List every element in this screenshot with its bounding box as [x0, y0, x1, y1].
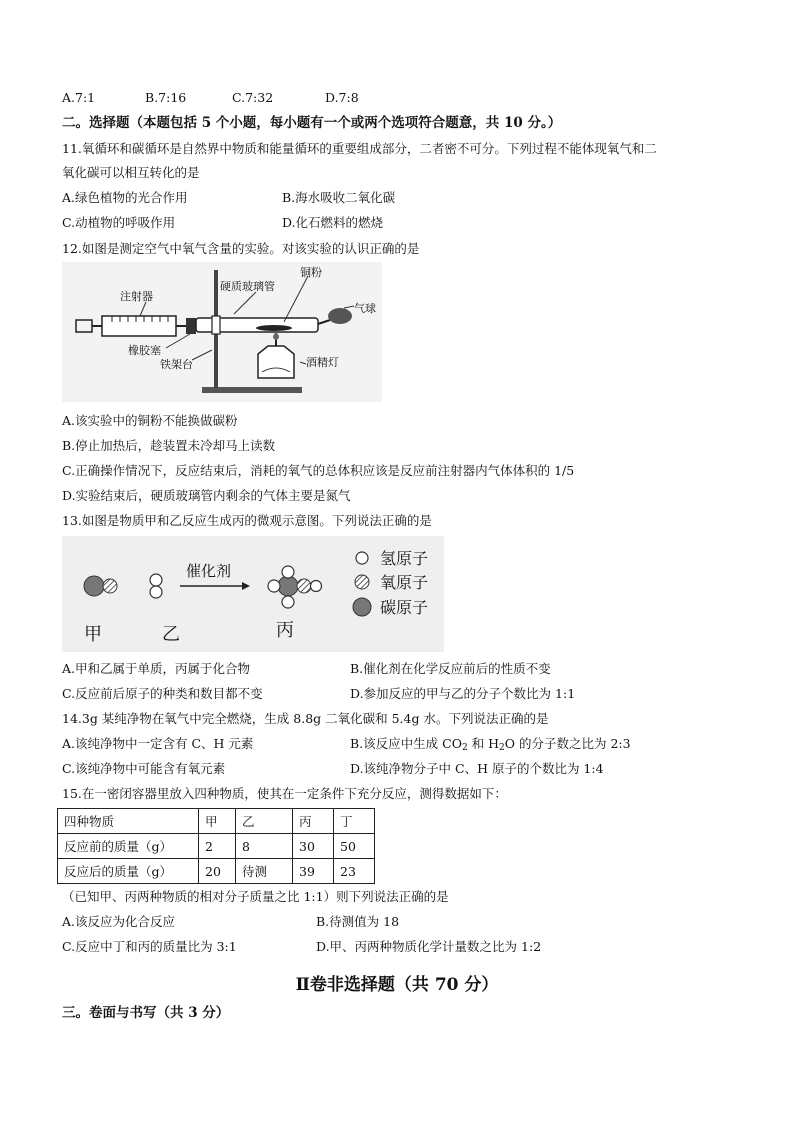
q15-stem: 15.在一密闭容器里放入四种物质，使其在一定条件下充分反应，测得数据如下： — [62, 786, 507, 801]
table-header-cell: 乙 — [236, 809, 293, 834]
table-cell: 39 — [293, 859, 334, 884]
legend-carbon: 碳原子 — [380, 598, 429, 617]
alcohol-lamp — [258, 346, 294, 378]
table-header-cell: 丁 — [334, 809, 375, 834]
legend-hydrogen: 氢原子 — [380, 549, 429, 568]
label-bing: 丙 — [276, 620, 294, 641]
table-cell: 反应前的质量（g） — [58, 834, 199, 859]
table-cell: 8 — [236, 834, 293, 859]
label-stopper: 橡胶塞 — [128, 344, 161, 357]
label-glass-tube: 硬质玻璃管 — [220, 280, 275, 293]
catalyst-label: 催化剂 — [186, 562, 232, 580]
table-header-cell: 甲 — [199, 809, 236, 834]
q13-stem: 13.如图是物质甲和乙反应生成丙的微观示意图。下列说法正确的是 — [62, 513, 432, 528]
q10-option-b: B.7:16 — [145, 90, 187, 105]
section3-heading: 三。卷面与书写（共 3 分） — [62, 1005, 230, 1021]
q14-option-d: D.该纯净物分子中 C、H 原子的个数比为 1:4 — [350, 761, 604, 776]
legend-oxygen-icon — [355, 575, 369, 589]
q10-option-d: D.7:8 — [325, 90, 359, 105]
label-jia: 甲 — [84, 624, 102, 645]
q12-option-b: B.停止加热后，趁装置未冷却马上读数 — [62, 438, 276, 453]
label-yi: 乙 — [162, 624, 180, 645]
q14-option-c: C.该纯净物中可能含有氧元素 — [62, 761, 226, 776]
syringe-barrel — [102, 316, 176, 336]
yi-hydrogen-atom — [150, 586, 162, 598]
q11-option-d: D.化石燃料的燃烧 — [282, 215, 384, 230]
q11-stem-line1: 11.氧循环和碳循环是自然界中物质和能量循环的重要组成部分，二者密不可分。下列过程不能体现氧气和二 — [62, 141, 657, 156]
table-cell: 待测 — [236, 859, 293, 884]
q11-option-c: C.动植物的呼吸作用 — [62, 215, 176, 230]
q15-note: （已知甲、丙两种物质的相对分子质量之比 1:1）则下列说法正确的是 — [62, 889, 449, 904]
q13-option-d: D.参加反应的甲与乙的分子个数比为 1:1 — [350, 686, 576, 701]
molecule-diagram — [62, 536, 444, 652]
table-cell: 30 — [293, 834, 334, 859]
q12-stem: 12.如图是测定空气中氧气含量的实验。对该实验的认识正确的是 — [62, 241, 420, 256]
table-cell: 反应后的质量（g） — [58, 859, 199, 884]
label-lamp: 酒精灯 — [306, 356, 339, 369]
table-header-cell: 丙 — [293, 809, 334, 834]
q15-option-d: D.甲、丙两种物质化学计量数之比为 1:2 — [316, 939, 542, 954]
q11-option-b: B.海水吸收二氧化碳 — [282, 190, 396, 205]
q13-option-c: C.反应前后原子的种类和数目都不变 — [62, 686, 263, 701]
label-balloon: 气球 — [354, 302, 376, 315]
q10-option-a: A.7:1 — [62, 90, 96, 105]
table-row — [58, 834, 375, 859]
balloon — [328, 308, 352, 324]
bing-oxygen-atom — [297, 579, 311, 593]
table-cell: 23 — [334, 859, 375, 884]
label-syringe: 注射器 — [120, 290, 153, 303]
q11-option-a: A.绿色植物的光合作用 — [62, 190, 188, 205]
jia-carbon-atom — [84, 576, 104, 596]
q11-stem-line2: 氧化碳可以相互转化的是 — [62, 165, 200, 180]
legend-hydrogen-icon — [356, 552, 368, 564]
q14-option-a: A.该纯净物中一定含有 C、H 元素 — [62, 736, 254, 751]
table-row — [58, 859, 375, 884]
label-copper: 铜粉 — [300, 266, 322, 279]
q12-option-d: D.实验结束后，硬质玻璃管内剩余的气体主要是氮气 — [62, 488, 351, 503]
q15-option-b: B.待测值为 18 — [316, 914, 400, 929]
label-stand: 铁架台 — [160, 358, 193, 371]
table-cell: 50 — [334, 834, 375, 859]
q15-option-a: A.该反应为化合反应 — [62, 914, 176, 929]
table-cell: 20 — [199, 859, 236, 884]
bing-carbon-atom — [278, 576, 298, 596]
q14-option-b: B.该反应中生成 $CO_2$ 和 $H_2O$ 的分子数之比为 2:3 — [350, 736, 631, 753]
q15-option-c: C.反应中丁和丙的质量比为 3:1 — [62, 939, 237, 954]
oxygen-apparatus-figure — [62, 262, 382, 402]
q15-table — [57, 808, 375, 884]
section-ii-title: Ⅱ卷非选择题（共 70 分） — [295, 975, 499, 995]
legend-oxygen: 氧原子 — [380, 573, 429, 592]
q14-stem: 14.3g 某纯净物在氧气中完全燃烧，生成 8.8g 二氧化碳和 5.4g 水。下列说法正确的是 — [62, 711, 549, 726]
q13-option-b: B.催化剂在化学反应前后的性质不变 — [350, 661, 551, 676]
table-cell: 2 — [199, 834, 236, 859]
jia-oxygen-atom — [103, 579, 117, 593]
q12-option-c: C.正确操作情况下，反应结束后，消耗的氧气的总体积应该是反应前注射器内气体体积的 1/5 — [62, 463, 575, 478]
q13-option-a: A.甲和乙属于单质，丙属于化合物 — [62, 661, 251, 676]
q12-option-a: A.该实验中的铜粉不能换做碳粉 — [62, 413, 238, 428]
table-header-cell: 四种物质 — [58, 809, 199, 834]
rubber-stopper — [186, 318, 196, 334]
copper-powder — [256, 325, 292, 331]
yi-hydrogen-atom — [150, 574, 162, 586]
section-heading: 二。选择题（本题包括 5 个小题，每小题有一个或两个选项符合题意，共 10 分。） — [62, 115, 562, 131]
legend-carbon-icon — [353, 598, 371, 616]
q10-option-c: C.7:32 — [232, 90, 274, 105]
table-header-row — [58, 809, 375, 834]
